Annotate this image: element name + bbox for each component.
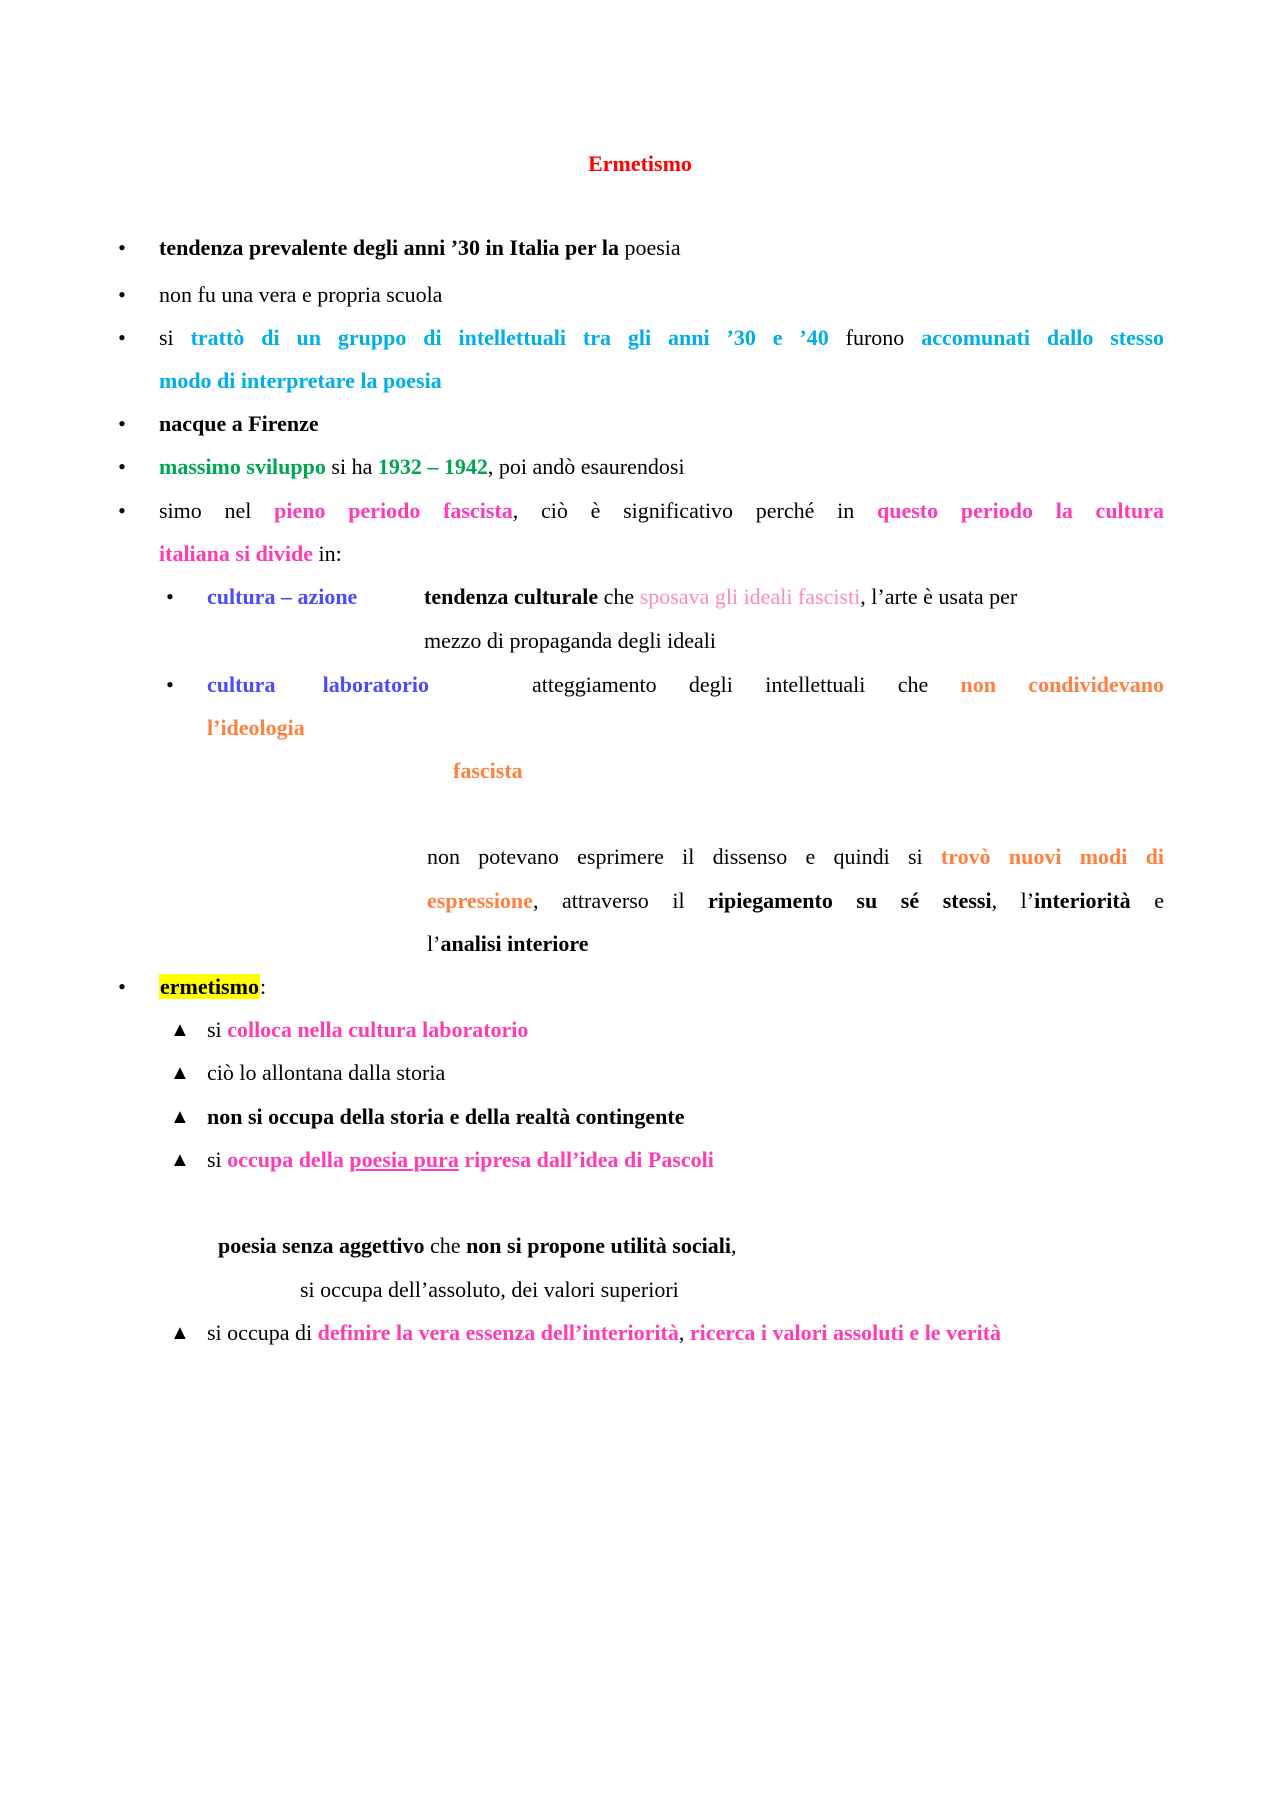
text: si occupa di — [207, 1320, 318, 1345]
text: , — [678, 1320, 690, 1345]
highlight-magenta-text: definire la vera essenza dell’interiorità — [317, 1320, 679, 1345]
text: , poi andò esaurendosi — [487, 454, 685, 479]
list-item-firenze: nacque a Firenze — [159, 411, 319, 436]
text: simo nel — [159, 498, 252, 523]
text: , ciò è significativo perché in — [512, 498, 855, 523]
highlight-magenta-text: ricerca i valori assoluti e le verità — [689, 1320, 1002, 1345]
highlight-orange-text: non condividevano — [960, 672, 1164, 697]
highlight-magenta-text: occupa della — [227, 1147, 350, 1172]
sub-item-desc-laboratorio-fascista: fascista — [453, 758, 523, 783]
bullet-icon: • — [118, 974, 126, 999]
highlighted-term: ermetismo — [160, 974, 259, 999]
text: cultura — [207, 672, 276, 697]
highlight-magenta-text: italiana si divide — [159, 541, 314, 566]
text: che — [424, 1233, 467, 1258]
sub-item-desc-laboratorio-cont: l’ideologia — [207, 715, 305, 740]
list-item-sviluppo — [159, 453, 685, 481]
list-item-gruppo-cont — [159, 367, 442, 395]
highlight-orange-text: espressione — [427, 888, 533, 913]
paragraph-dissenso-line3 — [427, 930, 589, 958]
bullet-icon: • — [118, 325, 126, 350]
list-item-scuola: non fu una vera e propria scuola — [159, 282, 443, 307]
text: in: — [313, 541, 342, 566]
highlight-magenta-text: questo periodo la cultura — [877, 498, 1164, 523]
text: , l’arte è usata per — [860, 584, 1018, 609]
text: e — [1154, 888, 1165, 913]
list-item-ermetismo — [159, 973, 266, 1001]
text: , attraverso il — [532, 888, 685, 913]
paragraph-aggettivo — [218, 1232, 736, 1260]
tri-item-colloca — [207, 1016, 528, 1044]
triangle-bullet-icon: ▲ — [170, 1149, 190, 1171]
triangle-bullet-icon: ▲ — [170, 1106, 190, 1128]
highlight-blue-text: modo di interpretare la poesia — [159, 368, 442, 393]
text: furono — [845, 325, 905, 350]
tri-item-allontana: ciò lo allontana dalla storia — [207, 1060, 446, 1085]
paragraph-dissenso-line2 — [427, 887, 1164, 915]
highlight-green-text: massimo sviluppo — [159, 454, 326, 479]
bold-text: interiorità — [1034, 888, 1131, 913]
list-item-fascismo-cont — [159, 540, 342, 568]
text: atteggiamento degli intellettuali che — [532, 672, 929, 697]
text: che — [598, 584, 640, 609]
text: si — [207, 1147, 228, 1172]
triangle-bullet-icon: ▲ — [170, 1322, 190, 1344]
paragraph-aggettivo-line2: si occupa dell’assoluto, dei valori superiori — [300, 1277, 679, 1302]
text: laboratorio — [322, 672, 429, 697]
sub-item-desc-azione-cont: mezzo di propaganda degli ideali — [424, 628, 716, 653]
text: si — [159, 325, 174, 350]
tri-item-poesia-pura — [207, 1146, 714, 1174]
bullet-icon: • — [118, 235, 126, 260]
highlight-pink-text: sposava gli ideali fascisti — [639, 584, 861, 609]
text: si — [207, 1017, 228, 1042]
triangle-bullet-icon: ▲ — [170, 1019, 190, 1041]
highlight-green-text: 1932 – 1942 — [377, 454, 488, 479]
list-item-tendenza — [159, 234, 681, 262]
bullet-icon: • — [118, 411, 126, 436]
bullet-icon: • — [118, 454, 126, 479]
list-item-fascismo — [159, 497, 1164, 525]
text: poesia — [618, 235, 681, 260]
bold-text: analisi interiore — [440, 931, 589, 956]
text: , l’ — [991, 888, 1035, 913]
bullet-icon: • — [166, 584, 174, 609]
text: l’ — [427, 931, 441, 956]
tri-item-essenza — [207, 1319, 1001, 1347]
bullet-icon: • — [118, 498, 126, 523]
bold-text: tendenza culturale — [424, 584, 599, 609]
text: , — [730, 1233, 737, 1258]
highlight-blue-text: trattò di un gruppo di intellettuali tra gli anni ’30 e ’40 — [190, 325, 829, 350]
bullet-icon: • — [118, 282, 126, 307]
sub-item-label-cultura-azione: cultura – azione — [207, 584, 358, 609]
triangle-bullet-icon: ▲ — [170, 1062, 190, 1084]
highlight-orange-text: trovò nuovi modi di — [940, 844, 1164, 869]
sub-item-desc-azione — [424, 583, 1017, 611]
bold-text: tendenza prevalente degli anni ’30 in Italia per la — [159, 235, 619, 260]
highlight-magenta-text: pieno periodo fascista — [274, 498, 513, 523]
highlight-magenta-text: ripresa dall’idea di Pascoli — [458, 1147, 714, 1172]
bold-text: poesia senza aggettivo — [218, 1233, 425, 1258]
text: : — [259, 974, 267, 999]
bullet-icon: • — [166, 672, 174, 697]
highlight-magenta-text: colloca nella cultura laboratorio — [227, 1017, 529, 1042]
tri-item-storia: non si occupa della storia e della realtà contingente — [207, 1104, 685, 1129]
page-title: Ermetismo — [588, 151, 692, 176]
highlight-blue-text: accomunati dallo stesso — [921, 325, 1165, 350]
sub-item-desc-laboratorio — [532, 671, 1164, 699]
text: si ha — [325, 454, 378, 479]
list-item-gruppo — [159, 324, 1164, 352]
paragraph-dissenso — [427, 843, 1164, 871]
bold-text: non si propone utilità sociali — [466, 1233, 731, 1258]
bold-text: ripiegamento su sé stessi — [708, 888, 992, 913]
underlined-term: poesia pura — [349, 1147, 459, 1172]
text: non potevano esprimere il dissenso e quindi si — [427, 844, 923, 869]
sub-item-label-cultura-laboratorio — [207, 671, 429, 699]
